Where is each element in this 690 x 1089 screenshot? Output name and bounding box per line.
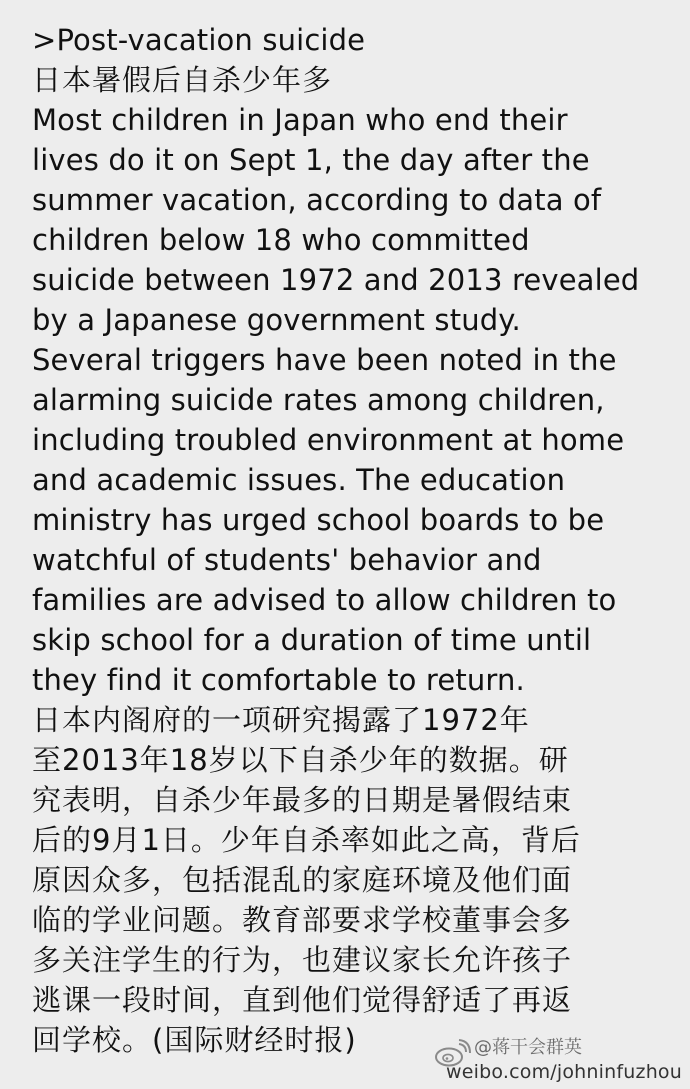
weibo-watermark (432, 1036, 682, 1086)
watermark-handle: @蒋干会群英 (474, 1037, 582, 1058)
heading-english: >Post-vacation suicide (32, 23, 366, 57)
body-chinese-line: 逃课一段时间，直到他们觉得舒适了再返 (32, 983, 573, 1017)
body-chinese-line: 临的学业问题。教育部要求学校董事会多 (32, 903, 573, 937)
body-chinese-line: 原因众多，包括混乱的家庭环境及他们面 (32, 863, 573, 897)
body-english-line: lives do it on Sept 1, the day after the (32, 143, 590, 177)
body-chinese-line: 多关注学生的行为，也建议家长允许孩子 (32, 943, 573, 977)
body-chinese-line: 后的9月1日。少年自杀率如此之高，背后 (32, 823, 581, 857)
body-english-line: by a Japanese government study. (32, 303, 521, 337)
body-english-line: families are advised to allow children to (32, 583, 617, 617)
body-english-line: and academic issues. The education (32, 463, 566, 497)
body-english-line: watchful of students' behavior and (32, 543, 542, 577)
body-english-line: they find it comfortable to return. (32, 663, 525, 697)
body-english-line: ministry has urged school boards to be (32, 503, 605, 537)
body-english-line: summer vacation, according to data of (32, 183, 602, 217)
body-english-line: skip school for a duration of time until (32, 623, 592, 657)
body-chinese-line: 日本内阁府的一项研究揭露了1972年 (32, 703, 530, 737)
body-english-line: including troubled environment at home (32, 423, 625, 457)
body-english-line: children below 18 who committed (32, 223, 530, 257)
body-chinese-line: 究表明，自杀少年最多的日期是暑假结束 (32, 783, 573, 817)
body-english-line: Most children in Japan who end their (32, 103, 568, 137)
body-english-line: suicide between 1972 and 2013 revealed (32, 263, 640, 297)
body-chinese-line: 至2013年18岁以下自杀少年的数据。研 (32, 743, 569, 777)
body-english-line: alarming suicide rates among children, (32, 383, 605, 417)
watermark-url: weibo.com/johninfuzhou (446, 1061, 682, 1083)
heading-chinese: 日本暑假后自杀少年多 (32, 63, 333, 97)
body-chinese-line: 回学校。(国际财经时报) (32, 1023, 357, 1057)
body-english-line: Several triggers have been noted in the (32, 343, 617, 377)
